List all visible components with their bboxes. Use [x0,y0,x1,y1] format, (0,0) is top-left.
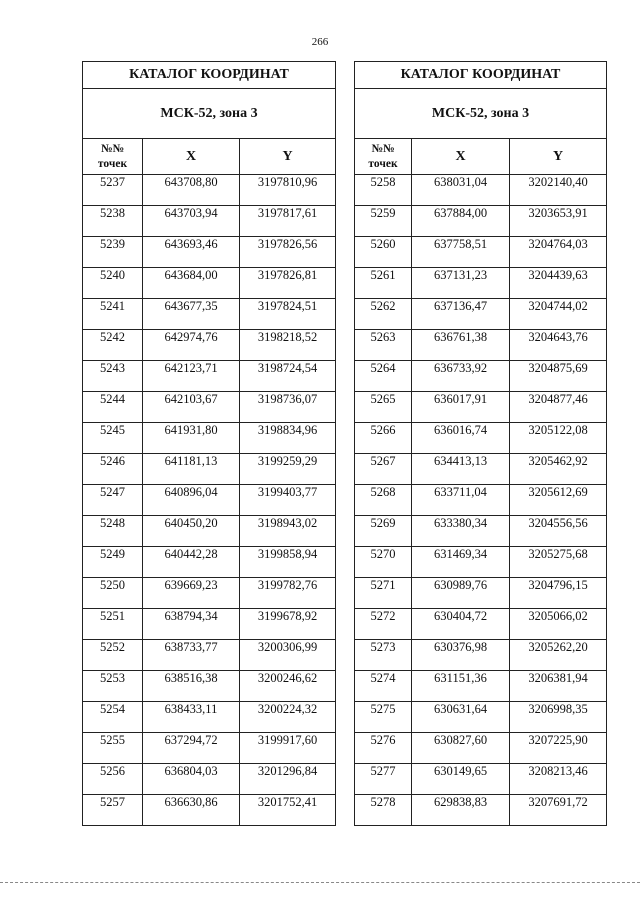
y-coordinate-cell: 3197826,81 [240,268,336,299]
y-coordinate-cell: 3200246,62 [240,671,336,702]
table-row [83,702,336,733]
point-number-cell: 5243 [83,361,143,392]
y-coordinate-cell: 3205122,08 [510,423,607,454]
x-coordinate-cell: 631151,36 [412,671,510,702]
point-number-cell: 5275 [355,702,412,733]
y-coordinate-cell: 3199917,60 [240,733,336,764]
y-coordinate-cell: 3201752,41 [240,795,336,826]
y-coordinate-cell: 3198834,96 [240,423,336,454]
x-coordinate-cell: 643708,80 [143,175,240,206]
table-row [83,299,336,330]
table-row [355,671,607,702]
point-number-cell: 5247 [83,485,143,516]
y-coordinate-cell: 3207691,72 [510,795,607,826]
table-row [83,392,336,423]
table-row [83,764,336,795]
x-coordinate-cell: 636804,03 [143,764,240,795]
table-row [83,361,336,392]
table-row [355,733,607,764]
point-number-cell: 5271 [355,578,412,609]
table-row [355,423,607,454]
point-number-cell: 5266 [355,423,412,454]
y-coordinate-cell: 3204439,63 [510,268,607,299]
table-row [355,299,607,330]
point-number-cell: 5250 [83,578,143,609]
x-coordinate-cell: 636733,92 [412,361,510,392]
x-coordinate-cell: 636761,38 [412,330,510,361]
table-row [355,268,607,299]
x-coordinate-cell: 630404,72 [412,609,510,640]
point-number-cell: 5246 [83,454,143,485]
point-number-cell: 5277 [355,764,412,795]
table-row [83,516,336,547]
point-number-cell: 5256 [83,764,143,795]
x-coordinate-cell: 637884,00 [412,206,510,237]
x-coordinate-cell: 630989,76 [412,578,510,609]
point-number-cell: 5273 [355,640,412,671]
x-coordinate-cell: 633711,04 [412,485,510,516]
x-coordinate-cell: 637758,51 [412,237,510,268]
table-row [83,206,336,237]
y-coordinate-cell: 3198218,52 [240,330,336,361]
table-row [83,671,336,702]
table-row [355,578,607,609]
table-row [355,237,607,268]
point-number-cell: 5260 [355,237,412,268]
y-coordinate-cell: 3197826,56 [240,237,336,268]
coordinate-catalog-right [354,61,607,826]
x-coordinate-cell: 641181,13 [143,454,240,485]
y-coordinate-cell: 3206998,35 [510,702,607,733]
table-row [355,547,607,578]
point-number-cell: 5276 [355,733,412,764]
table-row [83,609,336,640]
table-row [355,392,607,423]
x-header: X [143,139,240,175]
table-row [355,609,607,640]
x-coordinate-cell: 637294,72 [143,733,240,764]
table-row [355,702,607,733]
y-header: Y [510,139,607,175]
point-number-cell: 5239 [83,237,143,268]
x-coordinate-cell: 639669,23 [143,578,240,609]
y-coordinate-cell: 3207225,90 [510,733,607,764]
x-coordinate-cell: 643693,46 [143,237,240,268]
y-coordinate-cell: 3199678,92 [240,609,336,640]
point-number-cell: 5267 [355,454,412,485]
table-row [355,206,607,237]
page-number: 266 [311,36,329,48]
x-coordinate-cell: 636017,91 [412,392,510,423]
table-row [83,330,336,361]
table-row [83,268,336,299]
y-coordinate-cell: 3199858,94 [240,547,336,578]
point-number-cell: 5270 [355,547,412,578]
y-coordinate-cell: 3205462,92 [510,454,607,485]
y-coordinate-cell: 3205275,68 [510,547,607,578]
y-coordinate-cell: 3204875,69 [510,361,607,392]
table-row [355,795,607,826]
footer-divider [0,882,640,883]
point-number-cell: 5253 [83,671,143,702]
y-coordinate-cell: 3204556,56 [510,516,607,547]
x-coordinate-cell: 633380,34 [412,516,510,547]
y-coordinate-cell: 3198736,07 [240,392,336,423]
x-coordinate-cell: 631469,34 [412,547,510,578]
point-number-cell: 5257 [83,795,143,826]
point-number-cell: 5261 [355,268,412,299]
x-coordinate-cell: 641931,80 [143,423,240,454]
y-coordinate-cell: 3198724,54 [240,361,336,392]
y-coordinate-cell: 3200224,32 [240,702,336,733]
table-row [355,485,607,516]
point-number-cell: 5265 [355,392,412,423]
table-row [83,423,336,454]
point-number-cell: 5272 [355,609,412,640]
table-row [355,764,607,795]
x-coordinate-cell: 637136,47 [412,299,510,330]
y-coordinate-cell: 3206381,94 [510,671,607,702]
point-number-cell: 5244 [83,392,143,423]
y-coordinate-cell: 3204744,02 [510,299,607,330]
x-coordinate-cell: 642103,67 [143,392,240,423]
table-row [83,454,336,485]
x-coordinate-cell: 638733,77 [143,640,240,671]
point-number-cell: 5255 [83,733,143,764]
x-coordinate-cell: 642123,71 [143,361,240,392]
x-coordinate-cell: 630376,98 [412,640,510,671]
x-coordinate-cell: 630631,64 [412,702,510,733]
x-coordinate-cell: 640896,04 [143,485,240,516]
y-coordinate-cell: 3203653,91 [510,206,607,237]
point-number-cell: 5249 [83,547,143,578]
x-coordinate-cell: 638516,38 [143,671,240,702]
x-coordinate-cell: 643677,35 [143,299,240,330]
y-coordinate-cell: 3208213,46 [510,764,607,795]
table-row [83,640,336,671]
table-row [355,361,607,392]
x-coordinate-cell: 638794,34 [143,609,240,640]
x-coordinate-cell: 636016,74 [412,423,510,454]
y-coordinate-cell: 3205612,69 [510,485,607,516]
x-coordinate-cell: 642974,76 [143,330,240,361]
point-number-cell: 5262 [355,299,412,330]
point-number-cell: 5254 [83,702,143,733]
x-coordinate-cell: 638433,11 [143,702,240,733]
y-coordinate-cell: 3204643,76 [510,330,607,361]
table-row [355,454,607,485]
x-coordinate-cell: 643684,00 [143,268,240,299]
y-coordinate-cell: 3197810,96 [240,175,336,206]
table-row [355,330,607,361]
x-coordinate-cell: 638031,04 [412,175,510,206]
x-coordinate-cell: 630149,65 [412,764,510,795]
point-number-cell: 5269 [355,516,412,547]
x-coordinate-cell: 634413,13 [412,454,510,485]
x-coordinate-cell: 630827,60 [412,733,510,764]
y-coordinate-cell: 3197817,61 [240,206,336,237]
table-row [83,237,336,268]
catalog-title: КАТАЛОГ КООРДИНАТ [355,62,607,89]
y-coordinate-cell: 3199259,29 [240,454,336,485]
y-coordinate-cell: 3202140,40 [510,175,607,206]
point-number-cell: 5258 [355,175,412,206]
table-row [83,547,336,578]
catalog-title: КАТАЛОГ КООРДИНАТ [83,62,336,89]
point-number-cell: 5248 [83,516,143,547]
point-number-cell: 5278 [355,795,412,826]
point-number-cell: 5274 [355,671,412,702]
table-row [83,578,336,609]
point-number-cell: 5240 [83,268,143,299]
point-number-header: №№ точек [83,139,143,175]
x-coordinate-cell: 637131,23 [412,268,510,299]
catalog-subtitle: МСК-52, зона 3 [355,89,607,139]
point-number-cell: 5268 [355,485,412,516]
catalog-subtitle: МСК-52, зона 3 [83,89,336,139]
y-coordinate-cell: 3205262,20 [510,640,607,671]
point-number-header: №№ точек [355,139,412,175]
x-coordinate-cell: 643703,94 [143,206,240,237]
table-row [83,485,336,516]
table-row [355,516,607,547]
table-row [83,175,336,206]
point-number-cell: 5241 [83,299,143,330]
point-number-cell: 5259 [355,206,412,237]
y-coordinate-cell: 3199403,77 [240,485,336,516]
x-coordinate-cell: 640442,28 [143,547,240,578]
point-number-cell: 5237 [83,175,143,206]
table-row [83,733,336,764]
point-number-cell: 5252 [83,640,143,671]
x-header: X [412,139,510,175]
x-coordinate-cell: 636630,86 [143,795,240,826]
y-coordinate-cell: 3201296,84 [240,764,336,795]
point-number-cell: 5242 [83,330,143,361]
table-row [355,640,607,671]
x-coordinate-cell: 629838,83 [412,795,510,826]
point-number-cell: 5245 [83,423,143,454]
table-row [355,175,607,206]
y-coordinate-cell: 3199782,76 [240,578,336,609]
table-row [83,795,336,826]
point-number-cell: 5263 [355,330,412,361]
y-coordinate-cell: 3204877,46 [510,392,607,423]
point-number-cell: 5251 [83,609,143,640]
y-header: Y [240,139,336,175]
y-coordinate-cell: 3197824,51 [240,299,336,330]
y-coordinate-cell: 3204764,03 [510,237,607,268]
x-coordinate-cell: 640450,20 [143,516,240,547]
y-coordinate-cell: 3200306,99 [240,640,336,671]
coordinate-catalog-left [82,61,336,826]
y-coordinate-cell: 3198943,02 [240,516,336,547]
y-coordinate-cell: 3204796,15 [510,578,607,609]
point-number-cell: 5238 [83,206,143,237]
y-coordinate-cell: 3205066,02 [510,609,607,640]
point-number-cell: 5264 [355,361,412,392]
